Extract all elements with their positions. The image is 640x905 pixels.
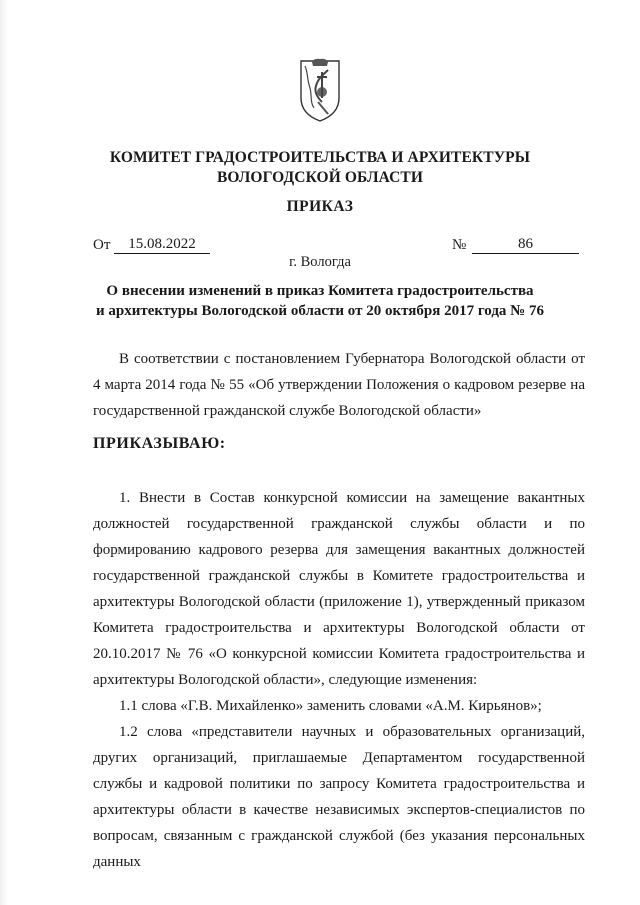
number-label: № — [452, 237, 467, 253]
organization-name — [0, 148, 640, 188]
item-1-2-paragraph: 1.2 слова «представители научных и образовательных организаций, других организаций, приглашаемые Департаментом государственной службы и кадровой политики по запросу Комитета градостроительства и архитектуры области в качестве независимых экспертов-специалистов по вопросам, связанным с гражданской службой (без указания персональных данных — [93, 724, 585, 870]
date-label: От — [93, 237, 111, 253]
scan-edge-shadow — [0, 0, 8, 905]
preamble-text: В соответствии с постановлением Губернатора Вологодской области от 4 марта 2014 года № 55 «Об утверждении Положения о кадровом резерве на государственной гражданской службе Вологодской области» — [93, 351, 585, 419]
organization-name-line-1: КОМИТЕТ ГРАДОСТРОИТЕЛЬСТВА И АРХИТЕКТУРЫ — [109, 149, 531, 166]
document-type-title: ПРИКАЗ — [286, 198, 354, 215]
subject-line-2: и архитектуры Вологодской области от 20 октября 2017 года № 76 — [95, 303, 544, 319]
preamble-paragraph — [93, 346, 585, 424]
order-word: ПРИКАЗЫВАЮ: — [93, 435, 226, 452]
subject-line-1: О внесении изменений в приказ Комитета градостроительства — [106, 283, 534, 299]
item-1-paragraph: 1. Внести в Состав конкурсной комиссии на замещение вакантных должностей государственной гражданской службы области и по формированию кадрового резерва для замещения вакантных должностей государственной гражданской службы в Комитете градостроительства и архитектуры Вологодской области (приложение 1), утвержденный приказом Комитета градостроительства и архитектуры Вологодской области от 20.10.2017 № 76 «О конкурсной комиссии Комитета градостроительства и архитектуры Вологодской области», следующие изменения: — [93, 490, 585, 688]
date-value: 15.08.2022 — [114, 236, 210, 254]
organization-name-line-2: ВОЛОГОДСКОЙ ОБЛАСТИ — [216, 169, 424, 186]
document-subject — [0, 281, 640, 321]
item-1-1-paragraph: 1.1 слова «Г.В. Михайленко» заменить словами «А.М. Кирьянов»; — [119, 698, 542, 714]
number-value: 86 — [472, 236, 579, 254]
vologda-coat-of-arms-icon — [298, 58, 342, 124]
city-name: г. Вологда — [289, 254, 351, 270]
